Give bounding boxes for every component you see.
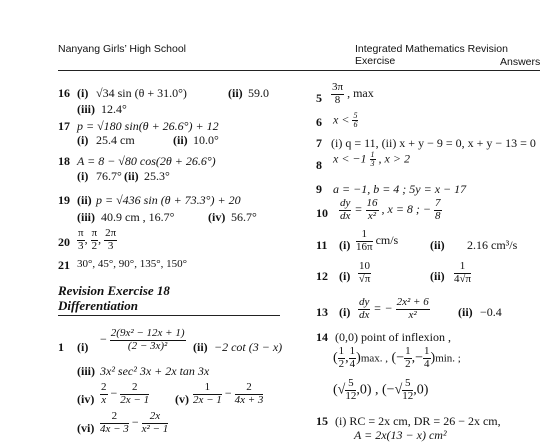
header-answers: Answers xyxy=(500,56,541,68)
q1-i-label: (i) xyxy=(77,340,89,354)
q5-answer: $\frac{3\pi}{8}$ , max xyxy=(332,81,374,106)
q7-answer: (i) q = 11, (ii) x + y − 9 = 0, x + y − 13 = 0 xyxy=(331,136,536,150)
q11-i-answer: $\frac{1}{16\pi}$ cm/s xyxy=(356,228,399,253)
q16-iii-answer: 12.4° xyxy=(101,102,127,116)
q10-number: 10 xyxy=(316,206,328,220)
q8-answer: x < −1 $\frac{1}{3}$ , x > 2 xyxy=(333,150,410,169)
q8-number: 8 xyxy=(316,158,322,172)
q18-number: 18 xyxy=(58,154,70,168)
q13-i-label: (i) xyxy=(339,305,351,319)
q1-vi-answer: $\frac{2}{4x - 3}$ − $\frac{2x}{\text{x² − 1}}$ xyxy=(100,410,169,435)
q17-expression: p = √180 sin(θ + 26.6°) + 12 xyxy=(77,119,219,133)
q18-i-answer: 76.7° xyxy=(96,169,122,183)
q10-answer: $\frac{dy}{dx}$ = $\frac{16}{\text{x²}}$ , x = 8 ; − $\frac{7}{8}$ xyxy=(340,197,441,222)
q15-answer-2: A = 2x(13 − x) cm² xyxy=(354,428,447,442)
q1-iv-label: (iv) xyxy=(77,392,95,406)
q16-ii-label: (ii) xyxy=(228,86,243,100)
q19-number: 19 xyxy=(58,193,70,207)
q12-ii-label: (ii) xyxy=(430,269,445,283)
q1-iii-answer: 3x² sec² 3x + 2x tan 3x xyxy=(100,364,210,378)
q11-ii-answer: 2.16 cm³/s xyxy=(467,238,518,252)
q18-ii-answer: 25.3° xyxy=(144,169,170,183)
q20-answer: $\frac{\pi}{3}$ , $\frac{\pi}{2}$ , $\frac{2\pi}{3}$ xyxy=(78,227,117,252)
q18-expression: A = 8 − √80 cos(2θ + 26.6°) xyxy=(77,154,216,168)
q19-iv-answer: 56.7° xyxy=(231,210,257,224)
q16-number: 16 xyxy=(58,86,70,100)
q15-answer: (i) RC = 2x cm, DR = 26 − 2x cm, xyxy=(335,414,501,428)
q12-i-answer: $\frac{10}{√\pi}$ xyxy=(358,260,371,285)
q14-points-line1: ( $\frac{1}{2}$ , $\frac{1}{4}$ )max. , (− $\frac{1}{2}$ ,− $\frac{1}{4}$ )min. ; xyxy=(333,345,461,370)
q12-number: 12 xyxy=(316,269,328,283)
q6-answer: x < $\frac{5}{6}$ xyxy=(333,111,358,130)
q14-answer: (0,0) point of inflexion , xyxy=(335,330,451,344)
q21-answer: 30°, 45°, 90°, 135°, 150° xyxy=(77,258,187,270)
q20-number: 20 xyxy=(58,235,70,249)
q13-ii-label: (ii) xyxy=(458,305,473,319)
q6-number: 6 xyxy=(316,115,322,129)
q16-ii-answer: 59.0 xyxy=(248,86,269,100)
q13-ii-answer: −0.4 xyxy=(480,305,502,319)
q21-number: 21 xyxy=(58,258,70,272)
section-rule xyxy=(58,315,280,316)
q13-number: 13 xyxy=(316,305,328,319)
q1-ii-label: (ii) xyxy=(193,340,208,354)
q18-ii-label: (ii) xyxy=(124,169,139,183)
q19-iii-label: (iii) xyxy=(77,210,95,224)
q16-iii-label: (iii) xyxy=(77,102,95,116)
q11-i-label: (i) xyxy=(339,238,351,252)
q17-ii-label: (ii) xyxy=(173,133,188,147)
q1-v-label: (v) xyxy=(175,392,189,406)
q20-frac-1: $\frac{\pi}{3}$ xyxy=(78,227,84,252)
q15-number: 15 xyxy=(316,414,328,428)
q14-points-line2: (√ $\frac{5}{12}$ ,0) , (−√ $\frac{5}{12}$ ,0) xyxy=(333,377,429,402)
q16-i-answer: √34 sin (θ + 31.0°) xyxy=(96,86,187,100)
q17-i-answer: 25.4 cm xyxy=(96,133,135,147)
q1-vi-label: (vi) xyxy=(77,421,95,435)
section-heading xyxy=(58,284,170,314)
q1-v-answer: $\frac{1}{2x - 1}$ − $\frac{2}{4x + 3}$ xyxy=(193,381,264,406)
q20-frac-2: $\frac{\pi}{2}$ xyxy=(91,227,98,252)
q1-number: 1 xyxy=(58,340,64,354)
q17-number: 17 xyxy=(58,119,70,133)
q19-ii-label: (ii) xyxy=(77,193,92,207)
section-subtitle: Differentiation xyxy=(58,297,138,313)
q1-ii-answer: −2 cot (3 − x) xyxy=(214,340,283,354)
q1-iv-answer: $\frac{2}{x}$ − $\frac{2}{2x - 1}$ xyxy=(101,381,150,406)
q11-ii-label: (ii) xyxy=(430,238,445,252)
q9-answer: a = −1, b = 4 ; 5y = x − 17 xyxy=(333,182,467,196)
q1-i-frac: $\frac{\text{2(9x² − 12x + 1)}}{\text{(2 − 3x)²}}$ xyxy=(110,327,185,352)
q19-iv-label: (iv) xyxy=(208,210,226,224)
q11-number: 11 xyxy=(316,238,328,252)
q17-i-label: (i) xyxy=(77,133,89,147)
header-school: Nanyang Girls’ High School xyxy=(58,43,187,55)
q12-ii-answer: $\frac{1}{4√\pi}$ xyxy=(454,260,472,285)
q17-ii-answer: 10.0° xyxy=(193,133,219,147)
q7-number: 7 xyxy=(316,136,322,150)
q20-frac-3: $\frac{2\pi}{3}$ xyxy=(105,227,117,252)
header-title: Integrated Mathematics Revision Exercise xyxy=(355,43,508,67)
q1-i-answer: − $\frac{\text{2(9x² − 12x + 1)}}{\text{(2 − 3x)²}}$ xyxy=(100,327,185,352)
header-rule xyxy=(58,70,540,71)
q13-i-answer: $\frac{dy}{dx}$ = − $\frac{\text{2x² + 6}}{\text{x²}}$ xyxy=(359,296,429,321)
q9-number: 9 xyxy=(316,182,322,196)
q19-iii-answer: 40.9 cm , 16.7° xyxy=(101,210,175,224)
q19-ii-answer: p = √436 sin (θ + 73.3°) + 20 xyxy=(96,193,241,207)
q1-iii-label: (iii) xyxy=(77,364,95,378)
q12-i-label: (i) xyxy=(339,269,351,283)
q14-number: 14 xyxy=(316,330,328,344)
q16-i-label: (i) xyxy=(77,86,89,100)
section-title: Revision Exercise 18 xyxy=(58,283,170,298)
q5-number: 5 xyxy=(316,91,322,105)
q18-i-label: (i) xyxy=(77,169,89,183)
